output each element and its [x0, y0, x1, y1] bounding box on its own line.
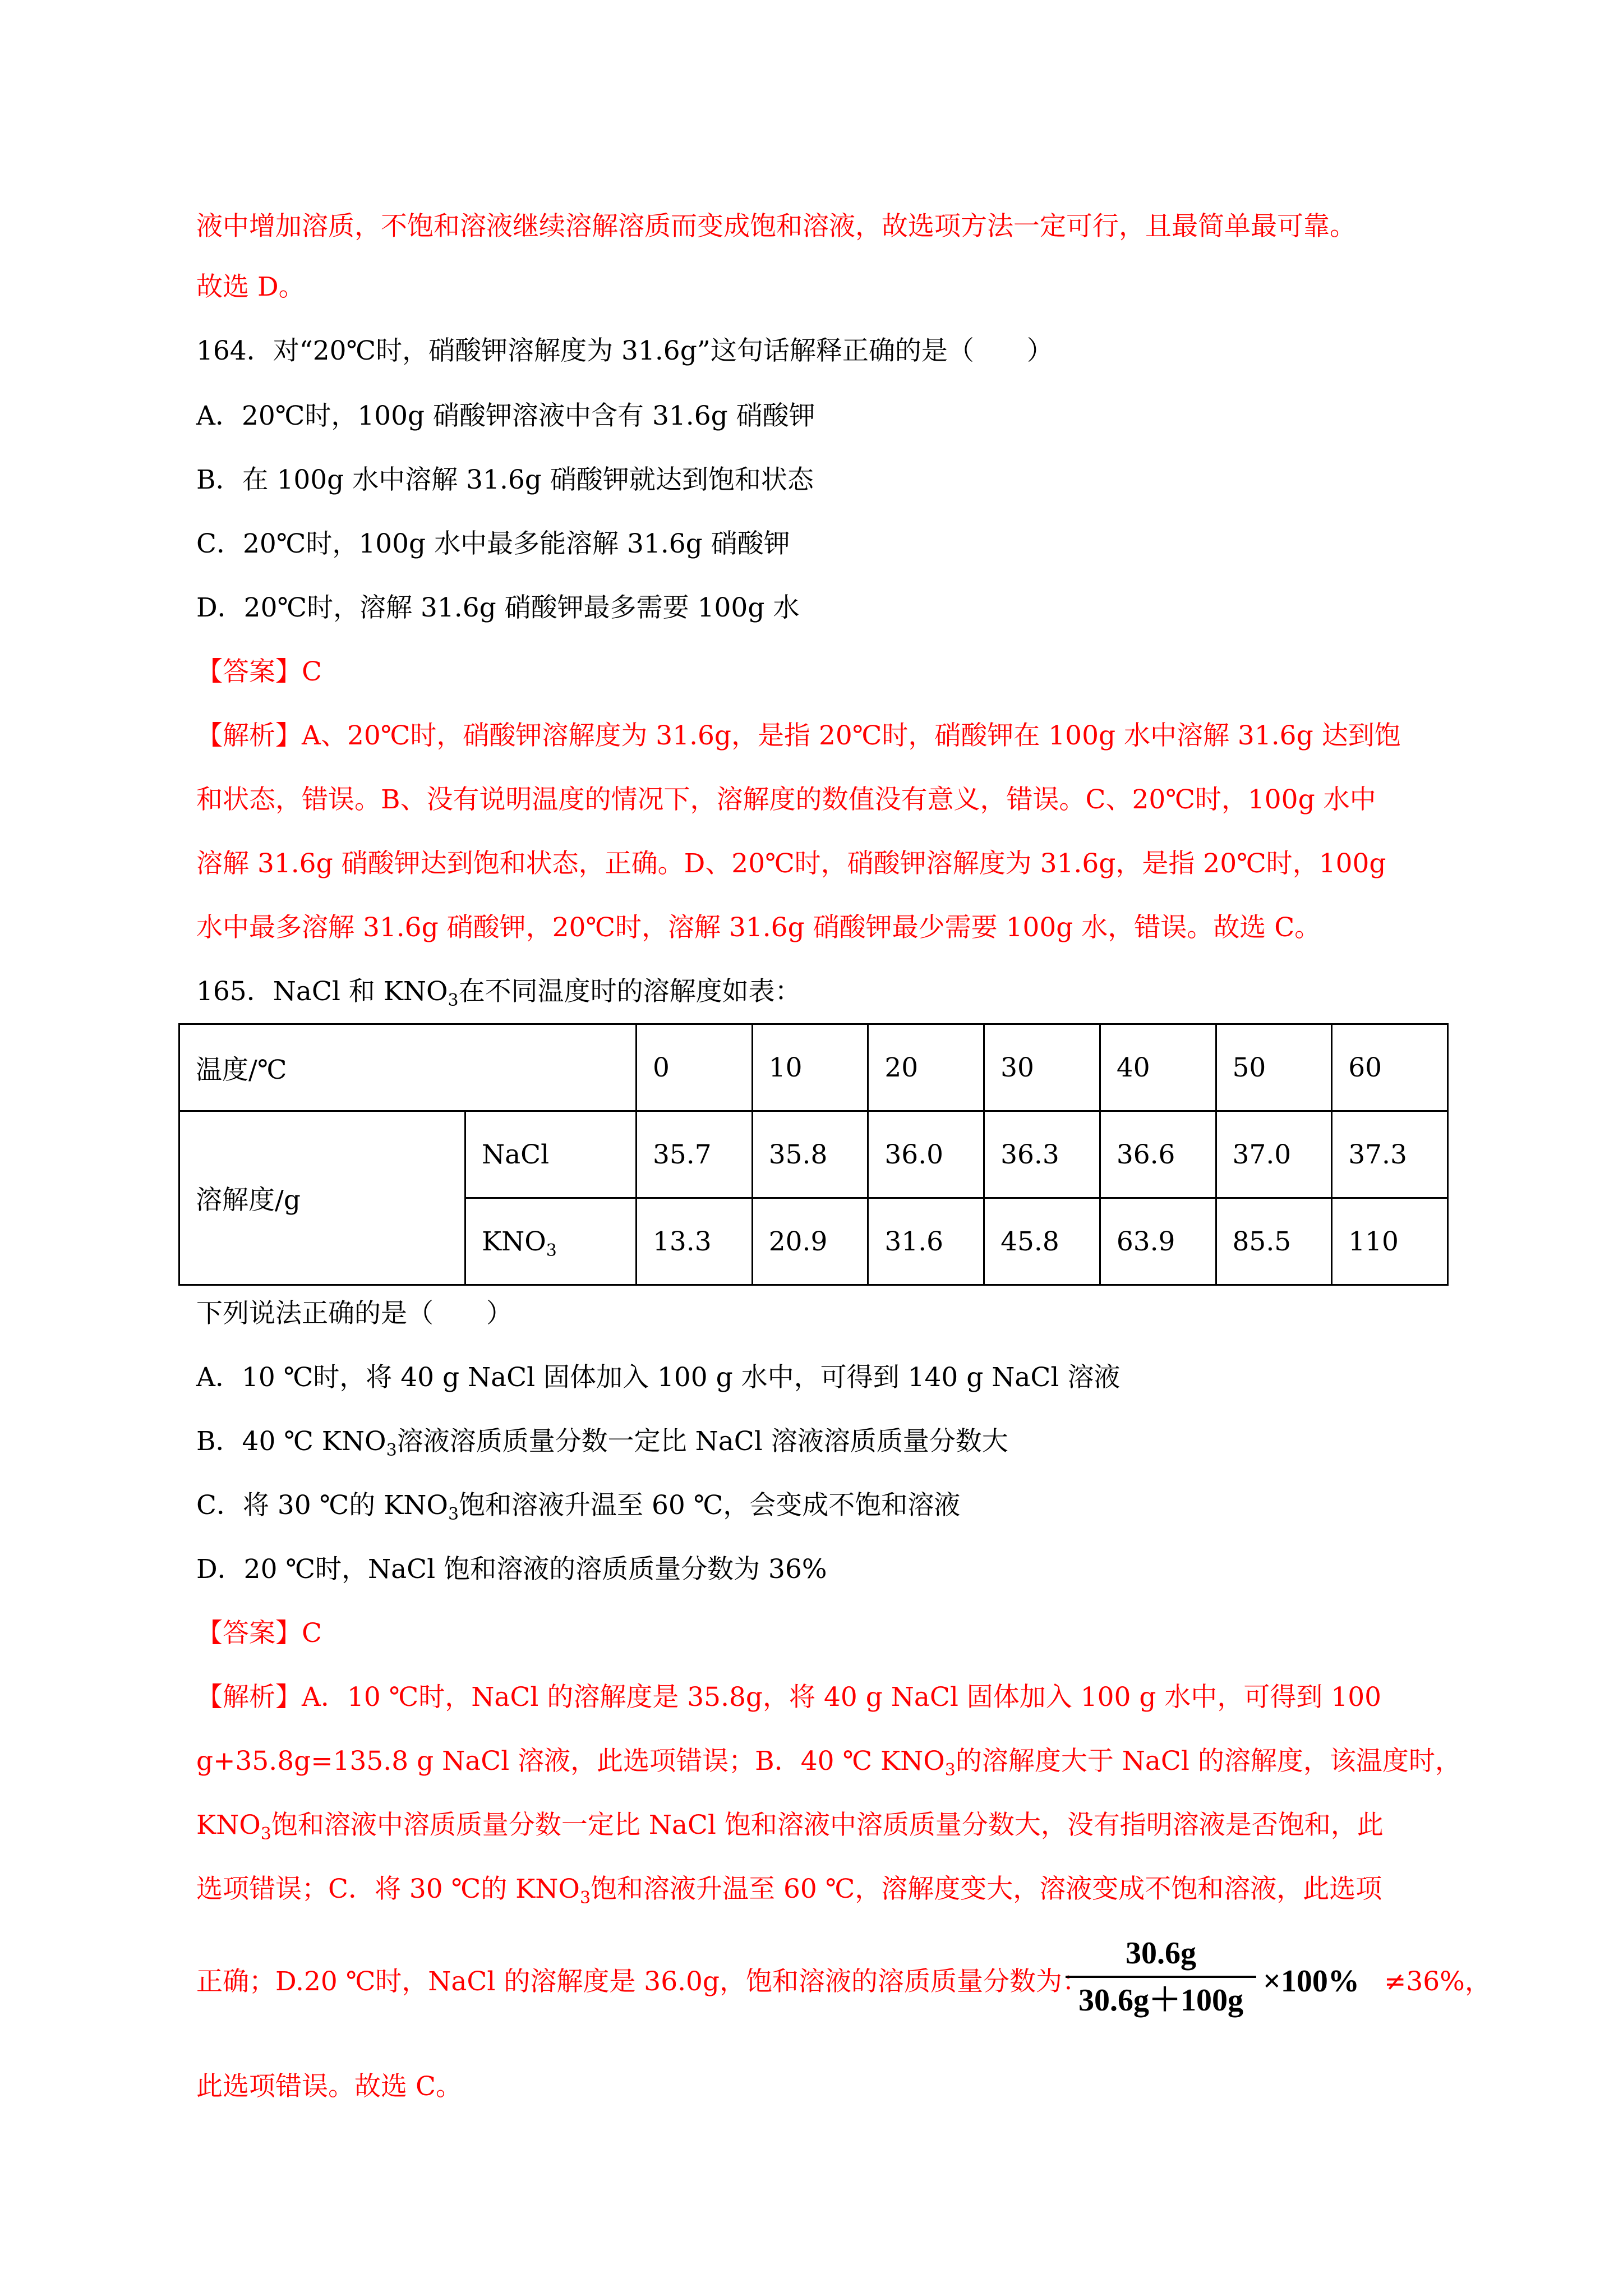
table-cell: 20.9: [752, 1198, 868, 1285]
option-165-d: D．20 ℃时，NaCl 饱和溶液的溶质质量分数为 36%: [196, 1554, 827, 1585]
question-165-prompt: 下列说法正确的是（ ）: [196, 1298, 513, 1329]
answer-165: 【答案】C: [196, 1618, 322, 1649]
table-cell: 60: [1332, 1024, 1448, 1111]
explanation-165-line: 【解析】A．10 ℃时，NaCl 的溶解度是 35.8g，将 40 g NaCl 固体加入 100 g 水中，可得到 100: [196, 1682, 1382, 1713]
table-cell: 36.0: [868, 1111, 984, 1198]
option-165-a: A．10 ℃时，将 40 g NaCl 固体加入 100 g 水中，可得到 140 g NaCl 溶液: [196, 1362, 1121, 1393]
answer-164: 【答案】C: [196, 656, 322, 687]
question-164: 164．对“20℃时，硝酸钾溶解度为 31.6g”这句话解释正确的是（ ）: [196, 335, 1053, 366]
table-cell: 30: [984, 1024, 1100, 1111]
question-165: 165．NaCl 和 $KNO_3$在不同温度时的溶解度如表：: [196, 976, 801, 1010]
option-164-a: A．20℃时，100g 硝酸钾溶液中含有 31.6g 硝酸钾: [196, 401, 815, 431]
table-cell: 31.6: [868, 1198, 984, 1285]
table-cell: 13.3: [637, 1198, 753, 1285]
table-cell: 63.9: [1100, 1198, 1216, 1285]
table-row: [179, 1024, 1448, 1111]
formula-numerator: 30.6g: [1126, 1936, 1196, 1971]
table-cell: 35.8: [752, 1111, 868, 1198]
explanation-line: 液中增加溶质，不饱和溶液继续溶解溶质而变成饱和溶液，故选项方法一定可行，且最简单最可靠。: [196, 211, 1356, 242]
explanation-165-line: 正确；D.20 ℃时，NaCl 的溶解度是 36.0g，饱和溶液的溶质质量分数为：: [196, 1966, 1089, 1997]
explanation-line: 故选 D。: [196, 272, 305, 302]
table-cell: 0: [637, 1024, 753, 1111]
table-cell: 36.3: [984, 1111, 1100, 1198]
option-164-b: B．在 100g 水中溶解 31.6g 硝酸钾就达到饱和状态: [196, 464, 814, 495]
explanation-165-line: 选项错误；C．将 30 ℃的 $KNO_3$饱和溶液升温至 60 ℃，溶解度变大，溶液变成不饱和溶液，此选项: [196, 1874, 1382, 1908]
explanation-165-line: g+35.8g=135.8 g NaCl 溶液，此选项错误；B．40 ℃ $KNO_3$的溶解度大于 NaCl 的溶解度，该温度时，: [196, 1746, 1461, 1780]
table-cell: 35.7: [637, 1111, 753, 1198]
solubility-table: [178, 1023, 1449, 1286]
table-cell: 20: [868, 1024, 984, 1111]
table-cell: 50: [1216, 1024, 1332, 1111]
option-164-c: C．20℃时，100g 水中最多能溶解 31.6g 硝酸钾: [196, 528, 790, 559]
option-165-b: B．40 ℃ $KNO_3$溶液溶质质量分数一定比 NaCl 溶液溶质质量分数大: [196, 1426, 1008, 1460]
table-cell: 36.6: [1100, 1111, 1216, 1198]
table-cell: 45.8: [984, 1198, 1100, 1285]
explanation-164-line: 【解析】A、20℃时，硝酸钾溶解度为 31.6g，是指 20℃时，硝酸钾在 100g 水中溶解 31.6g 达到饱: [196, 720, 1401, 751]
table-cell: 40: [1100, 1024, 1216, 1111]
table-header-cell: 溶解度/g: [179, 1111, 465, 1285]
mass-fraction-formula: [1066, 1933, 1256, 2021]
table-cell: 85.5: [1216, 1198, 1332, 1285]
option-165-c: C．将 30 ℃的 $KNO_3$饱和溶液升温至 60 ℃，会变成不饱和溶液: [196, 1490, 961, 1524]
table-row: [179, 1111, 1448, 1198]
explanation-165-line: $KNO_3$饱和溶液中溶质质量分数一定比 NaCl 饱和溶液中溶质质量分数大，没有指明溶液是否饱和，此: [196, 1810, 1384, 1844]
table-header-cell: $KNO_3$: [465, 1198, 637, 1285]
formula-denominator: 30.6g＋100g: [1078, 1983, 1243, 2018]
fraction-bar: [1066, 1976, 1256, 1978]
formula-multiplier: ×100%: [1263, 1964, 1359, 1999]
explanation-164-line: 和状态，错误。B、没有说明温度的情况下，溶解度的数值没有意义，错误。C、20℃时，100g 水中: [196, 784, 1376, 815]
explanation-164-line: 溶解 31.6g 硝酸钾达到饱和状态，正确。D、20℃时，硝酸钾溶解度为 31.6g，是指 20℃时，100g: [196, 848, 1386, 879]
table-cell: 110: [1332, 1198, 1448, 1285]
table-cell: 37.0: [1216, 1111, 1332, 1198]
table-cell: 10: [752, 1024, 868, 1111]
explanation-165-tail: ≠36%，: [1384, 1966, 1491, 1997]
explanation-164-line: 水中最多溶解 31.6g 硝酸钾，20℃时，溶解 31.6g 硝酸钾最少需要 100g 水，错误。故选 C。: [196, 912, 1321, 943]
option-164-d: D．20℃时，溶解 31.6g 硝酸钾最多需要 100g 水: [196, 592, 800, 623]
table-cell: 37.3: [1332, 1111, 1448, 1198]
explanation-165-line: 此选项错误。故选 C。: [196, 2071, 462, 2102]
table-header-cell: 温度/℃: [179, 1024, 637, 1111]
table-header-cell: NaCl: [465, 1111, 637, 1198]
